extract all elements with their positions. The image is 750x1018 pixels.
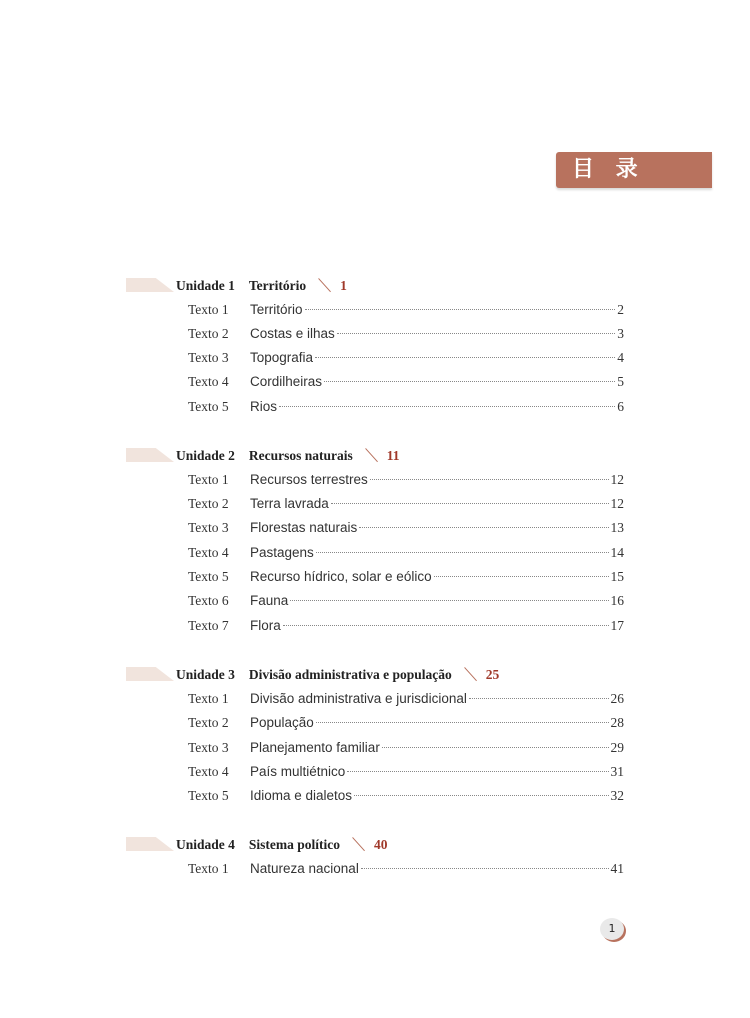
entry-page-number: 2 (617, 302, 624, 317)
entry-title: Rios (250, 399, 278, 414)
toc-entry[interactable] (188, 324, 624, 348)
entry-title: Território (250, 302, 303, 317)
entry-title: Divisão administrativa e jurisdicional (250, 691, 467, 706)
entry-label: Texto 1 (188, 472, 229, 487)
unit-header[interactable] (0, 446, 750, 470)
slash-divider (318, 278, 332, 292)
unit-3 (0, 665, 750, 689)
entry-label: Texto 4 (188, 374, 229, 389)
dot-leader (354, 795, 608, 796)
entry-title: Planejamento familiar (250, 740, 380, 755)
unit-label: Unidade 3 (176, 667, 235, 682)
unit-page-number: 40 (374, 837, 388, 852)
toc-entry[interactable] (188, 494, 624, 518)
entry-title: Idioma e dialetos (250, 788, 353, 803)
entry-title: Fauna (250, 593, 289, 608)
entry-title: Natureza nacional (250, 861, 359, 876)
unit-header[interactable] (0, 835, 750, 859)
entry-label: Texto 4 (188, 764, 229, 779)
unit-header[interactable] (0, 276, 750, 300)
dot-leader (337, 333, 615, 334)
slash-divider (464, 667, 478, 681)
entry-page-number: 13 (610, 520, 624, 535)
entry-title: Recursos terrestres (250, 472, 368, 487)
entry-page-number: 41 (610, 861, 624, 876)
entry-title: Recurso hídrico, solar e eólico (250, 569, 432, 584)
entry-label: Texto 3 (188, 520, 229, 535)
dot-leader (305, 309, 616, 310)
entry-page-number: 26 (610, 691, 624, 706)
entry-page-number: 16 (610, 593, 624, 608)
dot-leader (324, 381, 615, 382)
slash-divider (365, 448, 379, 462)
entry-title: Topografia (250, 350, 314, 365)
dot-leader (382, 747, 609, 748)
dot-leader (283, 625, 609, 626)
toc-entry[interactable] (188, 762, 624, 786)
dot-leader (359, 527, 608, 528)
toc-entry[interactable] (188, 591, 624, 615)
unit-4 (0, 835, 750, 859)
entry-page-number: 12 (610, 496, 624, 511)
unit-page-number: 25 (485, 667, 500, 682)
entry-page-number: 3 (617, 326, 624, 341)
dot-leader (434, 576, 609, 577)
entry-page-number: 17 (610, 618, 624, 633)
unit-label: Unidade 1 (176, 278, 235, 293)
entry-label: Texto 1 (188, 691, 229, 706)
entry-label: Texto 6 (188, 593, 229, 608)
toc-entry[interactable] (188, 372, 624, 396)
dot-leader (316, 722, 609, 723)
dot-leader (370, 479, 609, 480)
unit-tab-decoration (126, 448, 174, 462)
entry-label: Texto 2 (188, 496, 229, 511)
toc-entry[interactable] (188, 689, 624, 713)
toc-entry[interactable] (188, 859, 624, 883)
slash-divider (352, 837, 366, 851)
entry-page-number: 29 (610, 740, 624, 755)
dot-leader (316, 552, 609, 553)
entry-title: Florestas naturais (250, 520, 358, 535)
entry-label: Texto 5 (188, 788, 229, 803)
entry-title: População (250, 715, 314, 730)
unit-label: Unidade 2 (176, 448, 235, 463)
page-number: 1 (608, 922, 616, 935)
entry-page-number: 32 (610, 788, 624, 803)
toc-entry[interactable] (188, 616, 624, 640)
unit-tab-decoration (126, 667, 174, 681)
entry-title: Flora (250, 618, 281, 633)
toc-entry[interactable] (188, 738, 624, 762)
unit-title: Território (248, 278, 307, 293)
entry-label: Texto 5 (188, 569, 229, 584)
toc-entry[interactable] (188, 567, 624, 591)
entry-label: Texto 2 (188, 715, 229, 730)
page-number-badge (600, 918, 624, 940)
entry-page-number: 15 (610, 569, 624, 584)
unit-label: Unidade 4 (176, 837, 235, 852)
entry-page-number: 28 (610, 715, 624, 730)
unit-tab-decoration (126, 837, 174, 851)
dot-leader (315, 357, 615, 358)
toc-title-banner (556, 152, 712, 188)
toc-entry[interactable] (188, 300, 624, 324)
toc-entry[interactable] (188, 543, 624, 567)
entry-label: Texto 5 (188, 399, 229, 414)
toc-entry[interactable] (188, 518, 624, 542)
unit-title: Divisão administrativa e população (248, 667, 452, 682)
entry-label: Texto 3 (188, 740, 229, 755)
dot-leader (469, 698, 609, 699)
entry-label: Texto 3 (188, 350, 229, 365)
entry-title: Costas e ilhas (250, 326, 335, 341)
entry-label: Texto 7 (188, 618, 229, 633)
dot-leader (347, 771, 608, 772)
unit-page-number: 1 (340, 278, 347, 293)
toc-entry[interactable] (188, 470, 624, 494)
unit-page-number: 11 (386, 448, 400, 463)
entry-title: Cordilheiras (250, 374, 323, 389)
toc-entry[interactable] (188, 713, 624, 737)
unit-1 (0, 276, 750, 300)
toc-title: 目 录 (572, 157, 645, 182)
unit-title: Sistema político (248, 837, 341, 852)
unit-2 (0, 446, 750, 470)
toc-entry[interactable] (188, 786, 624, 810)
unit-title: Recursos naturais (248, 448, 353, 463)
entry-title: Pastagens (250, 545, 314, 560)
entry-page-number: 5 (617, 374, 624, 389)
entry-label: Texto 2 (188, 326, 229, 341)
entry-page-number: 12 (610, 472, 624, 487)
dot-leader (361, 868, 609, 869)
entry-page-number: 6 (617, 399, 624, 414)
unit-header[interactable] (0, 665, 750, 689)
entry-label: Texto 4 (188, 545, 229, 560)
dot-leader (331, 503, 609, 504)
entry-title: País multiétnico (250, 764, 346, 779)
dot-leader (290, 600, 608, 601)
toc-entry[interactable] (188, 397, 624, 421)
dot-leader (279, 406, 615, 407)
entry-label: Texto 1 (188, 861, 229, 876)
entry-page-number: 4 (617, 350, 624, 365)
toc-entry[interactable] (188, 348, 624, 372)
entry-page-number: 14 (610, 545, 624, 560)
unit-tab-decoration (126, 278, 174, 292)
entry-page-number: 31 (610, 764, 624, 779)
entry-title: Terra lavrada (250, 496, 329, 511)
entry-label: Texto 1 (188, 302, 229, 317)
